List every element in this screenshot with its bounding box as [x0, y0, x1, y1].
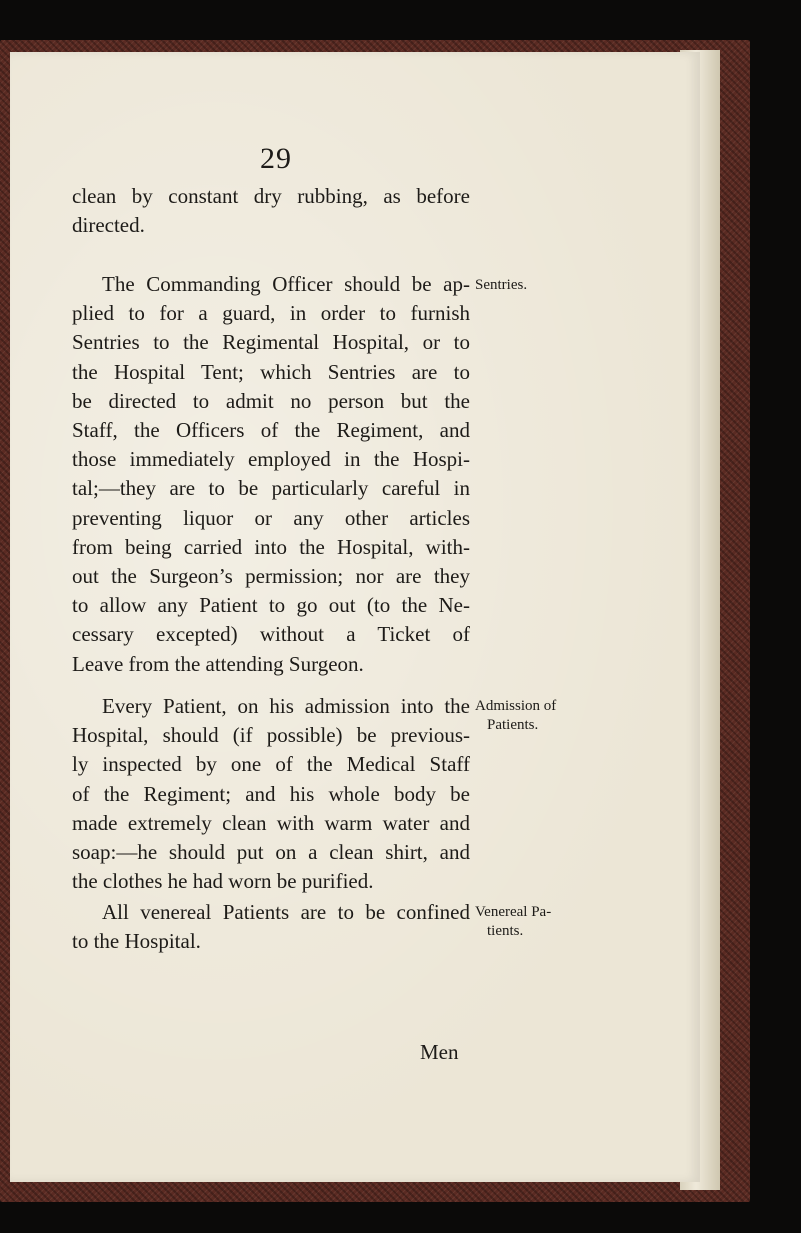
page-number: 29: [260, 142, 292, 175]
text-line: cessary excepted) without a Ticket of: [72, 622, 470, 647]
text-line: made extremely clean with warm water and: [72, 810, 470, 835]
text-line: the clothes he had worn be purified.: [72, 869, 374, 894]
text-line: Every Patient, on his admission into the: [102, 694, 470, 718]
margin-note-line: Venereal Pa-: [475, 904, 552, 920]
text-line: the Hospital Tent; which Sentries are to: [72, 359, 470, 384]
margin-note-venereal: [475, 903, 551, 941]
paragraph-4: [72, 898, 470, 956]
text-line: from being carried into the Hospital, with-: [72, 534, 470, 559]
paragraph-3: [72, 692, 470, 896]
catchword: Men: [420, 1040, 459, 1064]
text-line: to the Hospital.: [72, 929, 201, 954]
text-line: preventing liquor or any other articles: [72, 505, 470, 530]
text-line: those immediately employed in the Hospi-: [72, 447, 470, 472]
text-line: Leave from the attending Surgeon.: [72, 651, 364, 676]
text-line: ly inspected by one of the Medical Staff: [72, 752, 470, 777]
margin-note-line: Admission of: [475, 698, 557, 714]
text-line: of the Regiment; and his whole body be: [72, 781, 470, 806]
text-line: All venereal Patients are to be confined: [102, 900, 470, 924]
text-line: directed.: [72, 213, 145, 238]
text-line: Hospital, should (if possible) be previous-: [72, 723, 470, 748]
margin-note-line: Patients.: [487, 717, 539, 733]
text-line: to allow any Patient to go out (to the Ne-: [72, 593, 470, 618]
book-page: [10, 52, 700, 1182]
text-line: Sentries to the Regimental Hospital, or to: [72, 330, 470, 355]
text-line: The Commanding Officer should be ap-: [102, 272, 470, 296]
margin-note-sentries: [475, 276, 527, 295]
text-line: be directed to admit no person but the: [72, 388, 470, 413]
text-line: plied to for a guard, in order to furnish: [72, 301, 470, 326]
margin-note-line: tients.: [487, 923, 524, 939]
margin-note-line: Sentries.: [475, 277, 528, 293]
paragraph-2: [72, 270, 470, 679]
text-line: soap:—he should put on a clean shirt, and: [72, 840, 470, 865]
paragraph-1: [72, 182, 470, 240]
text-line: tal;—they are to be particularly careful in: [72, 476, 470, 501]
text-line: out the Surgeon’s permission; nor are they: [72, 564, 470, 589]
margin-note-admission: [475, 697, 556, 735]
text-line: clean by constant dry rubbing, as before: [72, 184, 470, 208]
text-line: Staff, the Officers of the Regiment, and: [72, 418, 470, 443]
